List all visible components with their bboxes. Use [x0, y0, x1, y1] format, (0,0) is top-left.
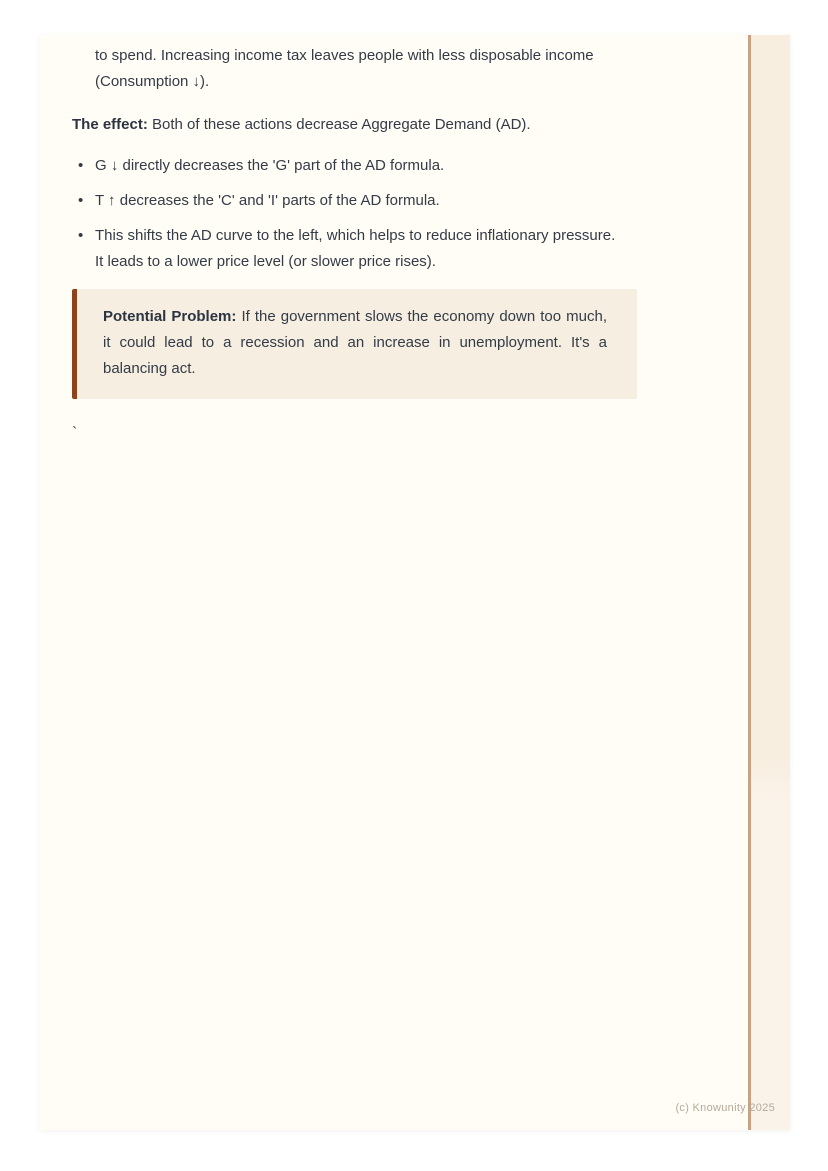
effect-label: The effect:: [72, 116, 148, 133]
intro-paragraph: to spend. Increasing income tax leaves people with less disposable income (Consumption ↓).: [95, 47, 594, 90]
potential-problem-callout: [72, 289, 637, 399]
callout-label: Potential Problem:: [103, 308, 237, 325]
list-item: • This shifts the AD curve to the left, which helps to reduce inflationary pressure. It leads to a lower price level (or slower price rises).: [72, 223, 617, 275]
effects-list: [72, 153, 637, 275]
page-edge-divider: [748, 35, 751, 1130]
list-item: • T ↑ decreases the 'C' and 'I' parts of the AD formula.: [72, 188, 617, 214]
page-edge-band: [751, 35, 790, 1130]
list-item: • G ↓ directly decreases the 'G' part of the AD formula.: [72, 153, 617, 179]
effect-text: Both of these actions decrease Aggregate Demand (AD).: [147, 116, 531, 133]
callout-text: If the government slows the economy down too much, it could lead to a recession and an increase in unemployment. It's a balancing act.: [103, 308, 607, 377]
copyright-footer: (c) Knowunity 2025: [675, 1102, 775, 1114]
stray-backtick: `: [72, 425, 78, 442]
effect-paragraph: [72, 112, 637, 138]
page-content: [72, 43, 637, 447]
document-page: [40, 35, 790, 1130]
